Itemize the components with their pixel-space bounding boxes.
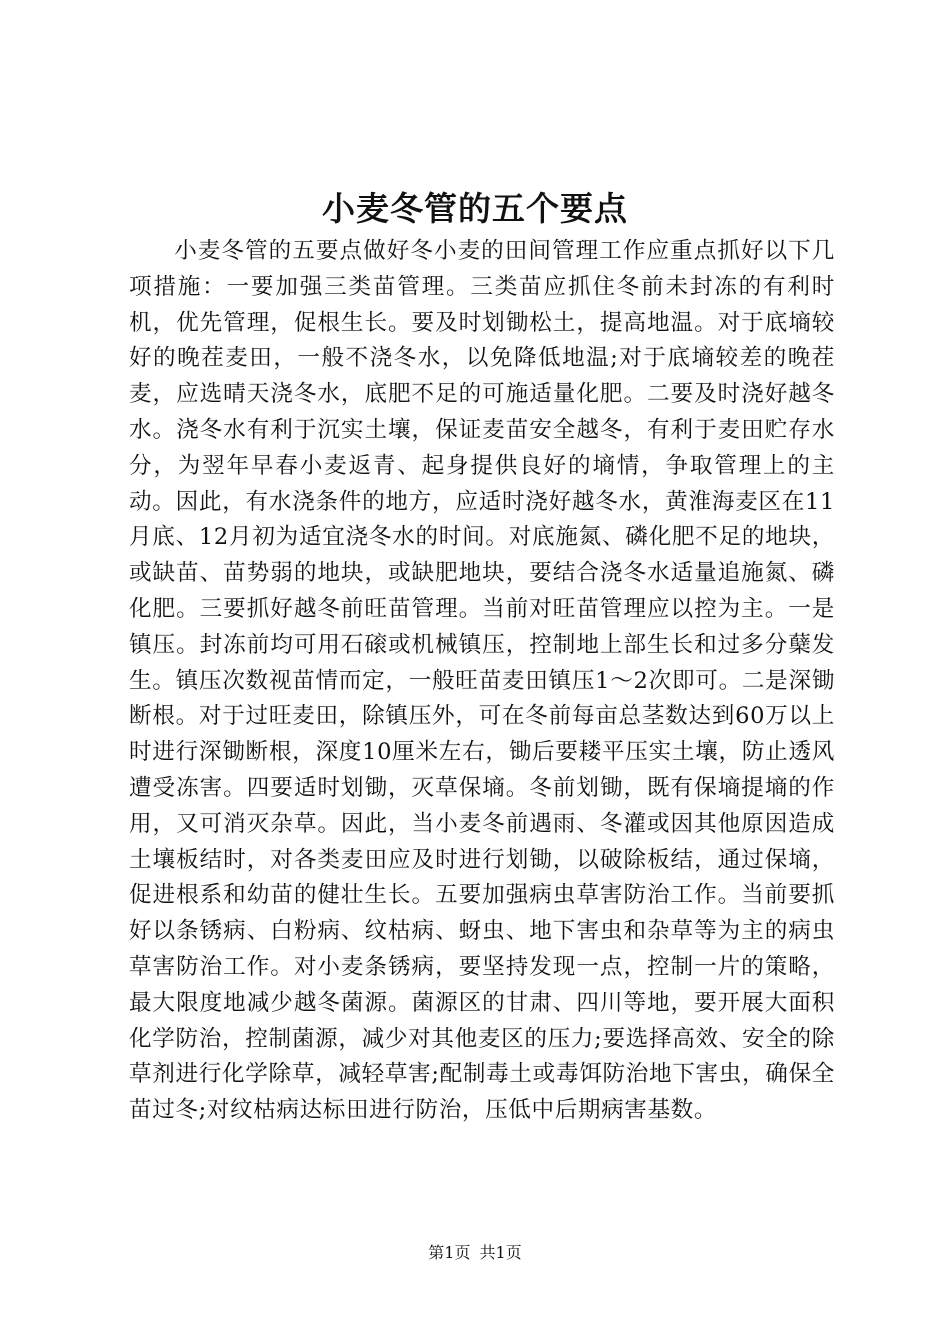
document-body-paragraph: 小麦冬管的五要点做好冬小麦的田间管理工作应重点抓好以下几项措施：一要加强三类苗管理。三类苗应抓住冬前未封冻的有利时机，优先管理，促根生长。要及时划锄松土，提高地温。对于底墒较好的晚茬麦田，一般不浇冬水，以免降低地温;对于底墒较差的晚茬麦，应选晴天浇冬水，底肥不足的可施适量化肥。二要及时浇好越冬水。浇冬水有利于沉实土壤，保证麦苗安全越冬，有利于麦田贮存水分，为翌年早春小麦返青、起身提供良好的墒情，争取管理上的主动。因此，有水浇条件的地方，应适时浇好越冬水，黄淮海麦区在11月底、12月初为适宜浇冬水的时间。对底施氮、磷化肥不足的地块，或缺苗、苗势弱的地块，或缺肥地块，要结合浇冬水适量追施氮、磷化肥。三要抓好越冬前旺苗管理。当前对旺苗管理应以控为主。一是镇压。封冻前均可用石磙或机械镇压，控制地上部生长和过多分蘖发生。镇压次数视苗情而定，一般旺苗麦田镇压1～2次即可。二是深锄断根。对于过旺麦田，除镇压外，可在冬前每亩总茎数达到60万以上时进行深锄断根，深度10厘米左右，锄后要耧平压实土壤，防止透风遭受冻害。四要适时划锄，灭草保墒。冬前划锄，既有保墒提墒的作用，又可消灭杂草。因此，当小麦冬前遇雨、冬灌或因其他原因造成土壤板结时，对各类麦田应及时进行划锄，以破除板结，通过保墒，促进根系和幼苗的健壮生长。五要加强病虫草害防治工作。当前要抓好以条锈病、白粉病、纹枯病、蚜虫、地下害虫和杂草等为主的病虫草害防治工作。对小麦条锈病，要坚持发现一点，控制一片的策略，最大限度地减少越冬菌源。菌源区的甘肃、四川等地，要开展大面积化学防治，控制菌源，减少对其他麦区的压力;要选择高效、安全的除草剂进行化学除草，减轻草害;配制毒土或毒饵防治地下害虫，确保全苗过冬;对纹枯病达标田进行防治，压低中后期病害基数。 <box>129 238 835 1124</box>
page-total: 共1页 <box>479 1243 522 1262</box>
document-title: 小麦冬管的五个要点 <box>322 189 628 228</box>
page-number: 第1页 <box>428 1243 471 1262</box>
page-footer <box>0 1241 950 1265</box>
